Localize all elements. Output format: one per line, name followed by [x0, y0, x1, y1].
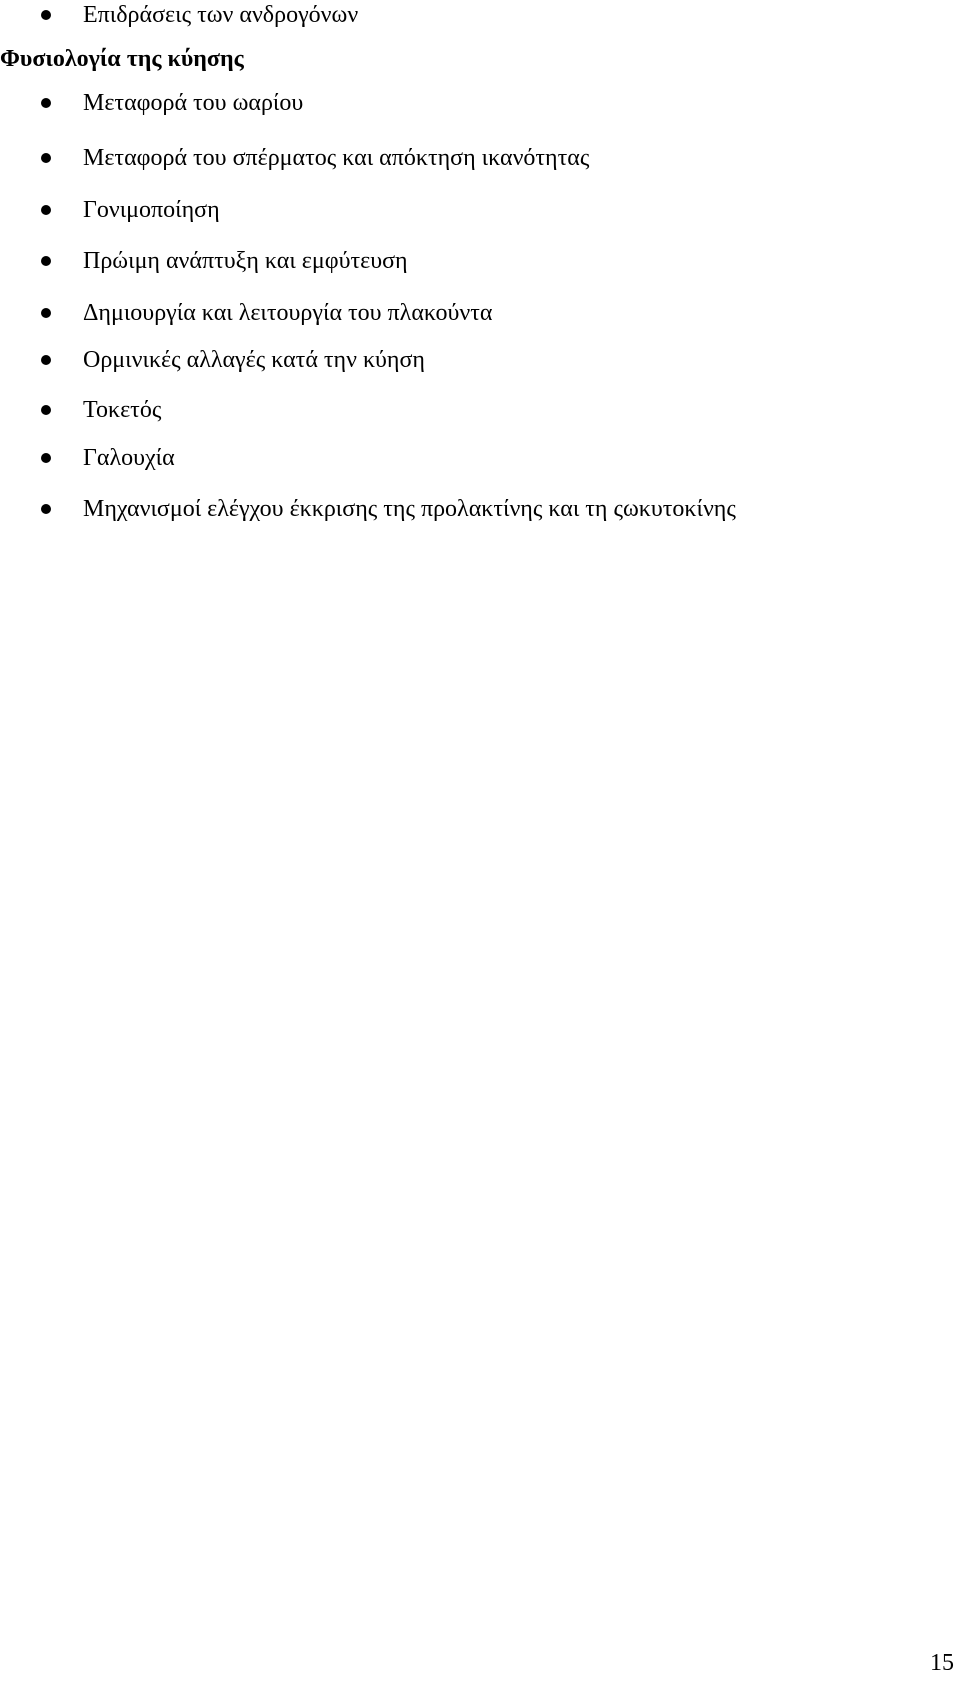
list-item	[0, 395, 940, 425]
bullet-icon	[41, 355, 51, 365]
list-item-text: Μηχανισμοί ελέγχου έκκρισης της προλακτίνης και τη ςωκυτοκίνης	[83, 496, 736, 522]
bullet-icon	[41, 98, 51, 108]
bullet-icon	[41, 10, 51, 20]
bullet-icon	[41, 453, 51, 463]
list-item	[0, 246, 940, 276]
list-item	[0, 143, 940, 173]
list-item-text: Μεταφορά του ωαρίου	[83, 90, 304, 116]
section-heading: Φυσιολογία της κύησης	[0, 46, 244, 72]
bullet-icon	[41, 308, 51, 318]
list-item	[0, 443, 940, 473]
list-item-text: Μεταφορά του σπέρματος και απόκτηση ικανότητας	[83, 145, 590, 171]
page-number: 15	[930, 1650, 954, 1676]
bullet-icon	[41, 256, 51, 266]
bullet-icon	[41, 153, 51, 163]
list-item-text: Δημιουργία και λειτουργία του πλακούντα	[83, 300, 493, 326]
bullet-icon	[41, 504, 51, 514]
list-item	[0, 298, 940, 328]
list-item	[0, 345, 940, 375]
bullet-icon	[41, 405, 51, 415]
bullet-icon	[41, 205, 51, 215]
list-item-text: Γαλουχία	[83, 445, 175, 471]
list-item	[0, 195, 940, 225]
list-item-text: Επιδράσεις των ανδρογόνων	[83, 2, 359, 28]
list-item-text: Ορμινικές αλλαγές κατά την κύηση	[83, 347, 425, 373]
list-item-text: Γονιμοποίηση	[83, 197, 220, 223]
list-item	[0, 88, 940, 118]
list-item-text: Πρώιμη ανάπτυξη και εμφύτευση	[83, 248, 408, 274]
list-item	[0, 0, 940, 30]
list-item	[0, 494, 940, 524]
list-item-text: Τοκετός	[83, 397, 162, 423]
